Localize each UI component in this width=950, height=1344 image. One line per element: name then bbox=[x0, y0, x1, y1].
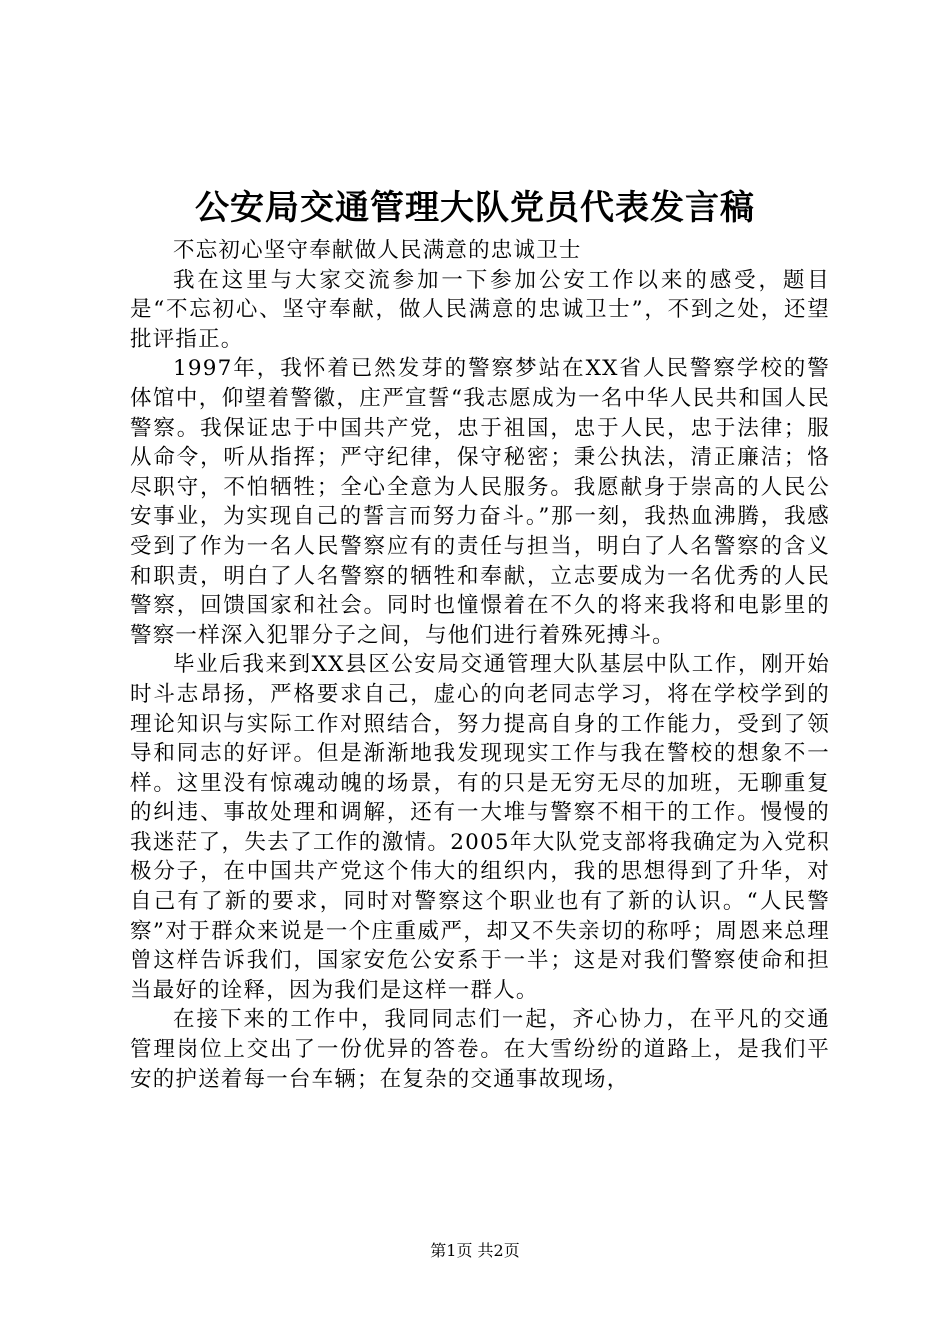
document-subtitle: 不忘初心坚守奉献做人民满意的忠诚卫士 bbox=[173, 238, 582, 263]
document-title: 公安局交通管理大队党员代表发言稿 bbox=[195, 188, 755, 228]
paragraph-career: 毕业后我来到XX县区公安局交通管理大队基层中队工作，刚开始时斗志昂扬，严格要求自己，虚心的向老同志学习，将在学校学到的理论知识与实际工作对照结合，努力提高自身的工作能力，受到了领导和同志的好评。但是渐渐地我发现现实工作与我在警校的想象不一样。这里没有惊魂动魄的场景，有的只是无穷无尽的加班，无聊重复的纠违、事故处理和调解，还有一大堆与警察不相干的工作。慢慢的我迷茫了，失去了工作的激情。2005年大队党支部将我确定为入党积极分子，在中国共产党这个伟大的组织内，我的思想得到了升华，对自己有了新的要求，同时对警察这个职业也有了新的认识。“人民警察”对于群众来说是一个庄重威严，却又不失亲切的称呼；周恩来总理曾这样告诉我们，国家安危公安系于一半；这是对我们警察使命和担当最好的诠释，因为我们是这样一群人。 bbox=[130, 652, 830, 1003]
document-body bbox=[130, 236, 830, 1094]
paragraph-work: 在接下来的工作中，我同同志们一起，齐心协力，在平凡的交通管理岗位上交出了一份优异的答卷。在大雪纷纷的道路上，是我们平安的护送着每一台车辆；在复杂的交通事故现场， bbox=[130, 1007, 830, 1092]
paragraph-oath: 1997年，我怀着已然发芽的警察梦站在XX省人民警察学校的警体馆中，仰望着警徽，庄严宣誓“我志愿成为一名中华人民共和国人民警察。我保证忠于中国共产党，忠于祖国，忠于人民，忠于法律；服从命令，听从指挥；严守纪律，保守秘密；秉公执法，清正廉洁；恪尽职守，不怕牺牲；全心全意为人民服务。我愿献身于崇高的人民公安事业，为实现自己的誓言而努力奋斗。”那一刻，我热血沸腾，我感受到了作为一名人民警察应有的责任与担当，明白了人名警察的含义和职责，明白了人名警察的牺牲和奉献，立志要成为一名优秀的人民警察，回馈国家和社会。同时也憧憬着在不久的将来我将和电影里的警察一样深入犯罪分子之间，与他们进行着殊死搏斗。 bbox=[130, 356, 830, 648]
page-footer: 第1页 共2页 bbox=[430, 1241, 520, 1260]
paragraph-intro: 我在这里与大家交流参加一下参加公安工作以来的感受，题目是“不忘初心、坚守奉献，做人民满意的忠诚卫士”，不到之处，还望批评指正。 bbox=[130, 267, 830, 352]
